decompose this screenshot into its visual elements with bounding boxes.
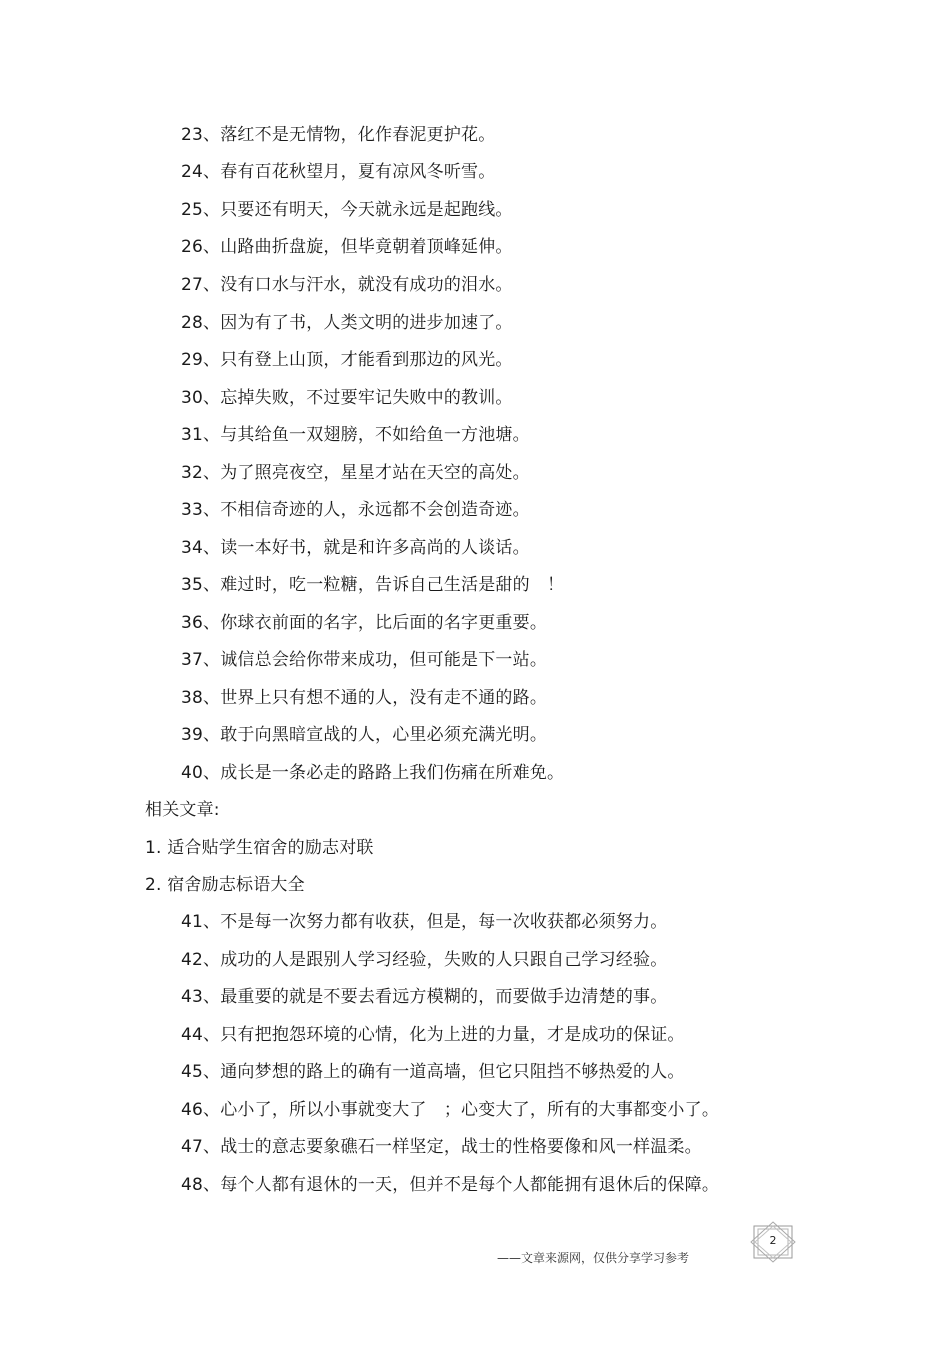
list-item — [181, 911, 667, 933]
list-item — [181, 424, 530, 446]
related-link[interactable]: 1. 适合贴学生宿舍的励志对联 — [145, 838, 374, 858]
item-number: 25、 — [181, 200, 221, 220]
item-text: 心小了，所以小事就变大了 ；心变大了，所有的大事都变小了。 — [220, 1100, 720, 1120]
item-number: 46、 — [181, 1100, 221, 1120]
item-text: 不相信奇迹的人，永远都不会创造奇迹。 — [220, 500, 530, 520]
item-text: 只有把抱怨环境的心情，化为上进的力量，才是成功的保证。 — [220, 1025, 685, 1045]
item-number: 38、 — [181, 688, 221, 708]
item-text: 读一本好书，就是和许多高尚的人谈话。 — [220, 538, 530, 558]
item-text: 不是每一次努力都有收获，但是，每一次收获都必须努力。 — [220, 912, 668, 932]
item-text: 春有百花秋望月，夏有凉风冬听雪。 — [220, 162, 496, 182]
list-item — [181, 236, 513, 258]
item-text: 通向梦想的路上的确有一道高墙，但它只阻挡不够热爱的人。 — [220, 1062, 685, 1082]
item-text: 诚信总会给你带来成功，但可能是下一站。 — [220, 650, 548, 670]
list-item — [181, 1174, 719, 1196]
list-item — [181, 949, 667, 971]
list-item — [181, 161, 495, 183]
list-item — [181, 124, 495, 146]
item-text: 与其给鱼一双翅膀，不如给鱼一方池塘。 — [220, 425, 530, 445]
item-number: 41、 — [181, 912, 221, 932]
item-number: 48、 — [181, 1175, 221, 1195]
item-text: 最重要的就是不要去看远方模糊的，而要做手边清楚的事。 — [220, 987, 668, 1007]
item-text: 落红不是无情物，化作春泥更护花。 — [220, 125, 496, 145]
item-number: 39、 — [181, 725, 221, 745]
item-text: 战士的意志要象礁石一样坚定，战士的性格要像和风一样温柔。 — [220, 1137, 702, 1157]
item-number: 32、 — [181, 463, 221, 483]
item-text: 没有口水与汗水，就没有成功的泪水。 — [220, 275, 513, 295]
related-heading: 相关文章: — [145, 800, 220, 820]
list-item — [181, 274, 513, 296]
item-number: 36、 — [181, 613, 221, 633]
item-number: 27、 — [181, 275, 221, 295]
list-item — [181, 199, 513, 221]
list-item — [181, 1024, 685, 1046]
item-number: 28、 — [181, 313, 221, 333]
item-number: 37、 — [181, 650, 221, 670]
item-number: 42、 — [181, 950, 221, 970]
item-text: 因为有了书，人类文明的进步加速了。 — [220, 313, 513, 333]
item-text: 成功的人是跟别人学习经验，失败的人只跟自己学习经验。 — [220, 950, 668, 970]
item-text: 只有登上山顶，才能看到那边的风光。 — [220, 350, 513, 370]
item-number: 45、 — [181, 1062, 221, 1082]
item-number: 24、 — [181, 162, 221, 182]
item-number: 23、 — [181, 125, 221, 145]
item-number: 44、 — [181, 1025, 221, 1045]
item-text: 你球衣前面的名字，比后面的名字更重要。 — [220, 613, 548, 633]
list-item — [181, 499, 530, 521]
list-item — [181, 762, 564, 784]
footer-source-note: ——文章来源网，仅供分享学习参考 — [497, 1251, 690, 1265]
item-number: 47、 — [181, 1137, 221, 1157]
list-item — [181, 312, 513, 334]
list-item — [181, 724, 547, 746]
list-item — [181, 349, 513, 371]
list-item — [181, 387, 513, 409]
list-item — [181, 1061, 685, 1083]
item-number: 33、 — [181, 500, 221, 520]
list-item — [181, 649, 547, 671]
list-item — [181, 687, 547, 709]
item-number: 30、 — [181, 388, 221, 408]
list-item — [181, 986, 667, 1008]
item-number: 34、 — [181, 538, 221, 558]
item-number: 43、 — [181, 987, 221, 1007]
list-item — [181, 574, 564, 596]
page-number-badge — [749, 1221, 797, 1263]
item-text: 难过时，吃一粒糖，告诉自己生活是甜的 ！ — [220, 575, 565, 595]
item-text: 只要还有明天，今天就永远是起跑线。 — [220, 200, 513, 220]
list-item — [181, 612, 547, 634]
item-text: 忘掉失败，不过要牢记失败中的教训。 — [220, 388, 513, 408]
related-link[interactable]: 2. 宿舍励志标语大全 — [145, 875, 305, 895]
list-item — [181, 537, 530, 559]
list-item — [181, 462, 530, 484]
list-item — [181, 1099, 719, 1121]
item-text: 成长是一条必走的路路上我们伤痛在所难免。 — [220, 763, 565, 783]
item-text: 为了照亮夜空，星星才站在天空的高处。 — [220, 463, 530, 483]
item-number: 40、 — [181, 763, 221, 783]
item-text: 世界上只有想不通的人，没有走不通的路。 — [220, 688, 548, 708]
item-text: 每个人都有退休的一天，但并不是每个人都能拥有退休后的保障。 — [220, 1175, 720, 1195]
list-item — [181, 1136, 702, 1158]
item-number: 35、 — [181, 575, 221, 595]
item-number: 31、 — [181, 425, 221, 445]
item-number: 26、 — [181, 237, 221, 257]
item-text: 敢于向黑暗宣战的人，心里必须充满光明。 — [220, 725, 548, 745]
page-number: 2 — [769, 1234, 777, 1247]
item-number: 29、 — [181, 350, 221, 370]
item-text: 山路曲折盘旋，但毕竟朝着顶峰延伸。 — [220, 237, 513, 257]
